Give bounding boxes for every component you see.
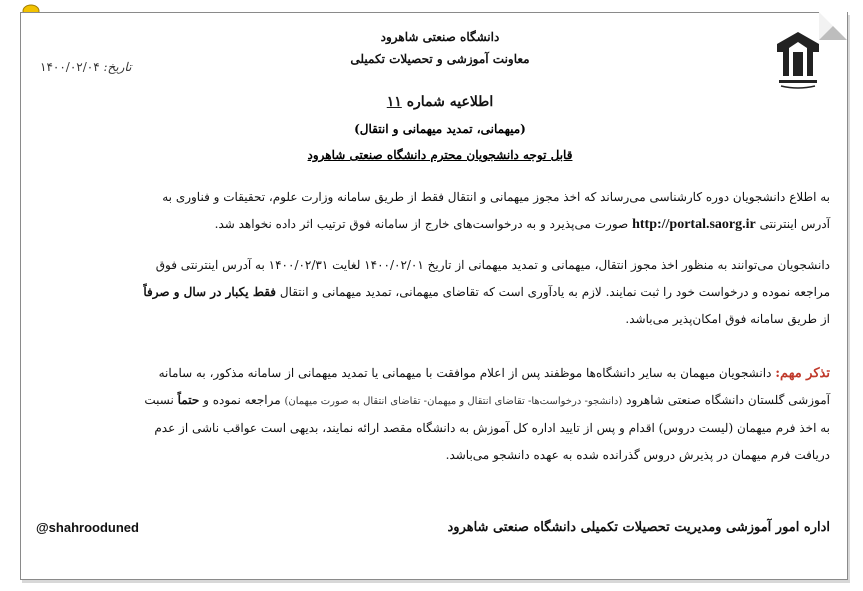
p3-line2-end-before: مراجعه نموده و <box>203 393 281 407</box>
department-name: معاونت آموزشی و تحصیلات تکمیلی <box>350 52 530 66</box>
audience-text: قابل توجه دانشجویان محترم دانشگاه صنعتی شاهرود <box>307 148 573 162</box>
p1-line2-after: صورت می‌پذیرد و به درخواست‌های خارج از سامانه فوق ترتیب اثر داده نخواهد شد. <box>214 217 629 231</box>
signature-text: اداره امور آموزشی ومدیریت تحصیلات تکمیلی دانشگاه صنعتی شاهرود <box>447 520 830 535</box>
notice-title-prefix: اطلاعیه شماره <box>406 94 494 110</box>
p2-line1: دانشجویان می‌توانند به منظور اخذ مجوز انتقال، میهمانی و تمدید میهمانی از تاریخ ۱۴۰۰/۰۲/۰۱ لغایت ۱۴۰۰/۰۲/۳۱ به آدرس اینترنتی فوق <box>155 258 830 272</box>
paragraph-important-note <box>36 360 830 469</box>
golestan-menu-path: (دانشجو- درخواست‌ها- تقاضای انتقال و میهمان- تقاضای انتقال به صورت میهمان) <box>284 396 623 407</box>
footer-signature <box>36 520 830 535</box>
notice-subtitle: (میهمانی، تمدید میهمانی و انتقال) <box>354 122 526 136</box>
university-name: دانشگاه صنعتی شاهرود <box>380 30 500 44</box>
p1-line2-before: آدرس اینترنتی <box>759 217 830 231</box>
p3-line4: دریافت فرم میهمان در پذیرش دروس گذرانده شده به عهده دانشجو می‌باشد. <box>445 448 830 462</box>
important-note-label: تذکر مهم: <box>775 366 830 381</box>
p3-line3: به اخذ فرم میهمان (لیست دروس) اقدام و پس از تایید اداره کل آموزش به دانشگاه مقصد ارائه نمایند، بدیهی است عواقب ناشی از عدم <box>154 421 830 435</box>
notice-title <box>240 94 640 110</box>
paragraph-portal <box>36 184 830 238</box>
university-logo <box>773 30 823 90</box>
portal-url-link[interactable]: http://portal.saorg.ir <box>632 217 756 232</box>
date-label: تاریخ: <box>103 60 132 74</box>
date-line <box>40 60 131 74</box>
p2-line2-bold: فقط یکبار در سال و صرفاً <box>143 285 277 299</box>
p3-line2-start: آموزشی گلستان دانشگاه صنعتی شاهرود <box>626 393 830 407</box>
p2-line2-start: مراجعه نموده و درخواست خود را ثبت نمایند. لازم به یادآوری است که تقاضای میهمانی، تمدید میهمانی و انتقال <box>279 285 830 299</box>
p2-line3: از طریق سامانه فوق امکان‌پذیر می‌باشد. <box>625 312 830 326</box>
p3-line1: دانشجویان میهمان به سایر دانشگاه‌ها موظفند پس از اعلام موافقت با میهمانی یا تمدید میهمانی از سامانه مذکور، به سامانه <box>158 366 772 380</box>
paragraph-dates <box>36 252 830 333</box>
p3-line2-end-after: نسبت <box>144 393 174 407</box>
date-value: ۱۴۰۰/۰۲/۰۴ <box>40 60 100 74</box>
social-handle: @shahrooduned <box>36 520 139 535</box>
notice-number: ۱۱ <box>386 94 402 110</box>
p1-line1: به اطلاع دانشجویان دوره کارشناسی می‌رساند که اخذ مجوز میهمانی و انتقال فقط از طریق سامانه وزارت علوم، تحقیقات و فناوری به <box>162 190 830 204</box>
notice-audience <box>240 148 640 162</box>
p3-line2-bold: حتماً <box>177 393 200 407</box>
